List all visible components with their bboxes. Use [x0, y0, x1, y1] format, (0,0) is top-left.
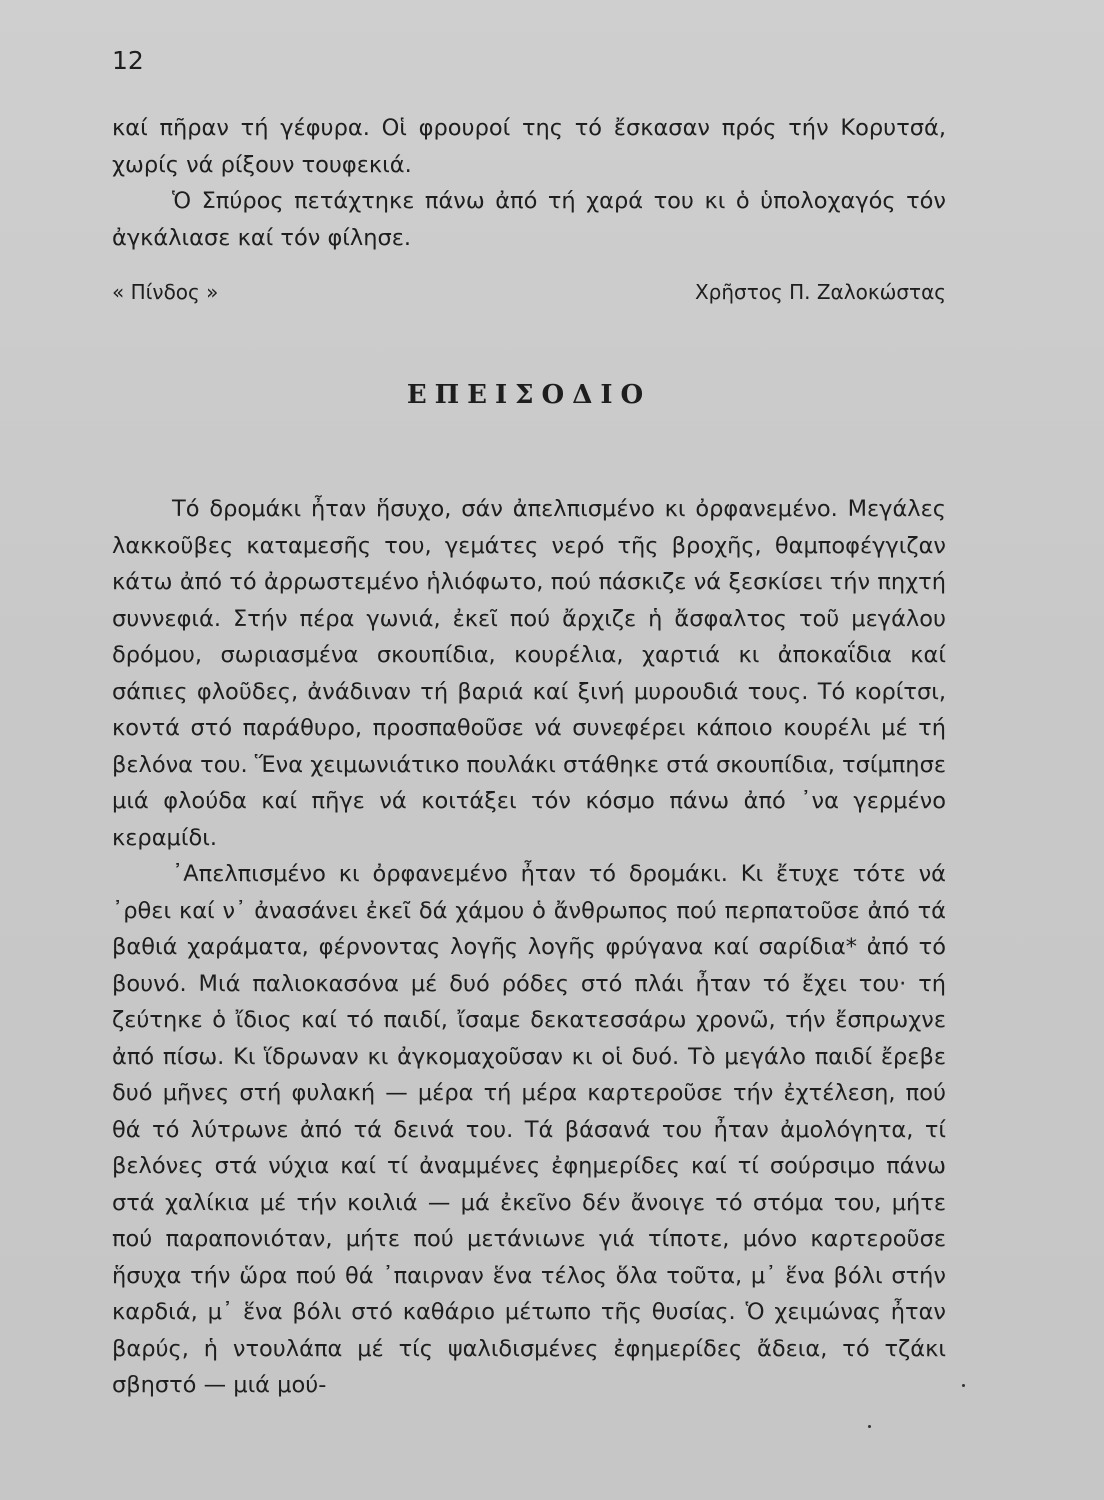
body-paragraph: ᾽Απελπισμένο κι ὀρφανεμένο ἦταν τό δρομάκι. Κι ἔτυχε τότε νά ᾽ρθει καί ν᾽ ἀνασάνει ἐκεῖ δά χάμου ὁ ἄνθρωπος πού περπατοῦσε ἀπό τά βαθιά χαράματα, φέρνοντας λογῆς λογῆς φρύγανα καί σαρίδια* ἀπό τό βουνό. Μιά παλιοκασόνα μέ δυό ρόδες στό πλάι ἦταν τό ἔχει του· τή ζεύτηκε ὁ ἴδιος καί τό παιδί, ἴσαμε δεκατεσσάρω χρονῶ, τήν ἔσπρωχνε ἀπό πίσω. Κι ἵδρωναν κι ἀγκομαχοῦσαν κι οἱ δυό. Τὸ μεγάλο παιδί ἔρεβε δυό μῆνες στή φυλακή — μέρα τή μέρα καρτεροῦσε τήν ἐχτέλεση, πού θά τό λύτρωνε ἀπό τά δεινά του. Τά βάσανά του ἦταν ἀμολόγητα, τί βελόνες στά νύχια καί τί ἀναμμένες ἐφημερίδες καί τί σούρσιμο πάνω στά χαλίκια μέ τήν κοιλιά — μά ἐκεῖνο δέν ἄνοιγε τό στόμα του, μήτε πού παραπονιόταν, μήτε πού μετάνιωνε γιά τίποτε, μόνο καρτεροῦσε ἥσυχα τήν ὥρα πού θά ᾽παιρναν ἕνα τέλος ὅλα τοῦτα, μ᾽ ἕνα βόλι στήν καρδιά, μ᾽ ἕνα βόλι στό καθάριο μέτωπο τῆς θυσίας. Ὁ χειμώνας ἦταν βαρύς, ἡ ντουλάπα μέ τίς ψαλιδισμένες ἐφημερίδες ἄδεια, τό τζάκι σβηστό — μιά μού-: [112, 861, 946, 1398]
intro-paragraph: καί πῆραν τή γέφυρα. Οἱ φρουροί της τό ἔσκασαν πρός τήν Κορυτσά, χωρίς νά ρίξουν τουφεκιά.: [112, 115, 946, 178]
section-heading: ΕΠΕΙΣΟΔΙΟ: [406, 380, 652, 410]
author-name: Χρῆστος Π. Ζαλοκώστας: [694, 280, 946, 304]
intro-paragraph: Ὁ Σπύρος πετάχτηκε πάνω ἀπό τή χαρά του κι ὁ ὑπολοχαγός τόν ἀγκάλιασε καί τόν φίλησε.: [112, 188, 946, 251]
source-name: « Πίνδος »: [112, 280, 219, 304]
speck-mark: [962, 1384, 965, 1387]
speck-mark: [868, 1425, 871, 1428]
body-paragraph: Τό δρομάκι ἦταν ἥσυχο, σάν ἀπελπισμένο κι ὀρφανεμένο. Μεγάλες λακκοῦβες καταμεσῆς του, γεμάτες νερό τῆς βροχῆς, θαμποφέγγιζαν κάτω ἀπό τό ἀρρωστεμένο ἡλιόφωτο, πού πάσκιζε νά ξεσκίσει τήν πηχτή συννεφιά. Στήν πέρα γωνιά, ἐκεῖ πού ἄρχιζε ἡ ἄσφαλτος τοῦ μεγάλου δρόμου, σωριασμένα σκουπίδια, κουρέλια, χαρτιά κι ἀποκαΐδια καί σάπιες φλοῦδες, ἀνάδιναν τή βαριά καί ξινή μυρουδιά τους. Τό κορίτσι, κοντά στό παράθυρο, προσπαθοῦσε νά συνεφέρει κάποιο κουρέλι μέ τή βελόνα του. Ἕνα χειμωνιάτικο πουλάκι στάθηκε στά σκουπίδια, τσίμπησε μιά φλούδα καί πῆγε νά κοιτάξει τόν κόσμο πάνω ἀπό ᾽να γερμένο κεραμίδι.: [112, 496, 946, 851]
source-line: [112, 280, 946, 304]
page-number: 12: [112, 46, 144, 75]
body-text: [112, 491, 946, 1404]
intro-text: [112, 110, 946, 256]
